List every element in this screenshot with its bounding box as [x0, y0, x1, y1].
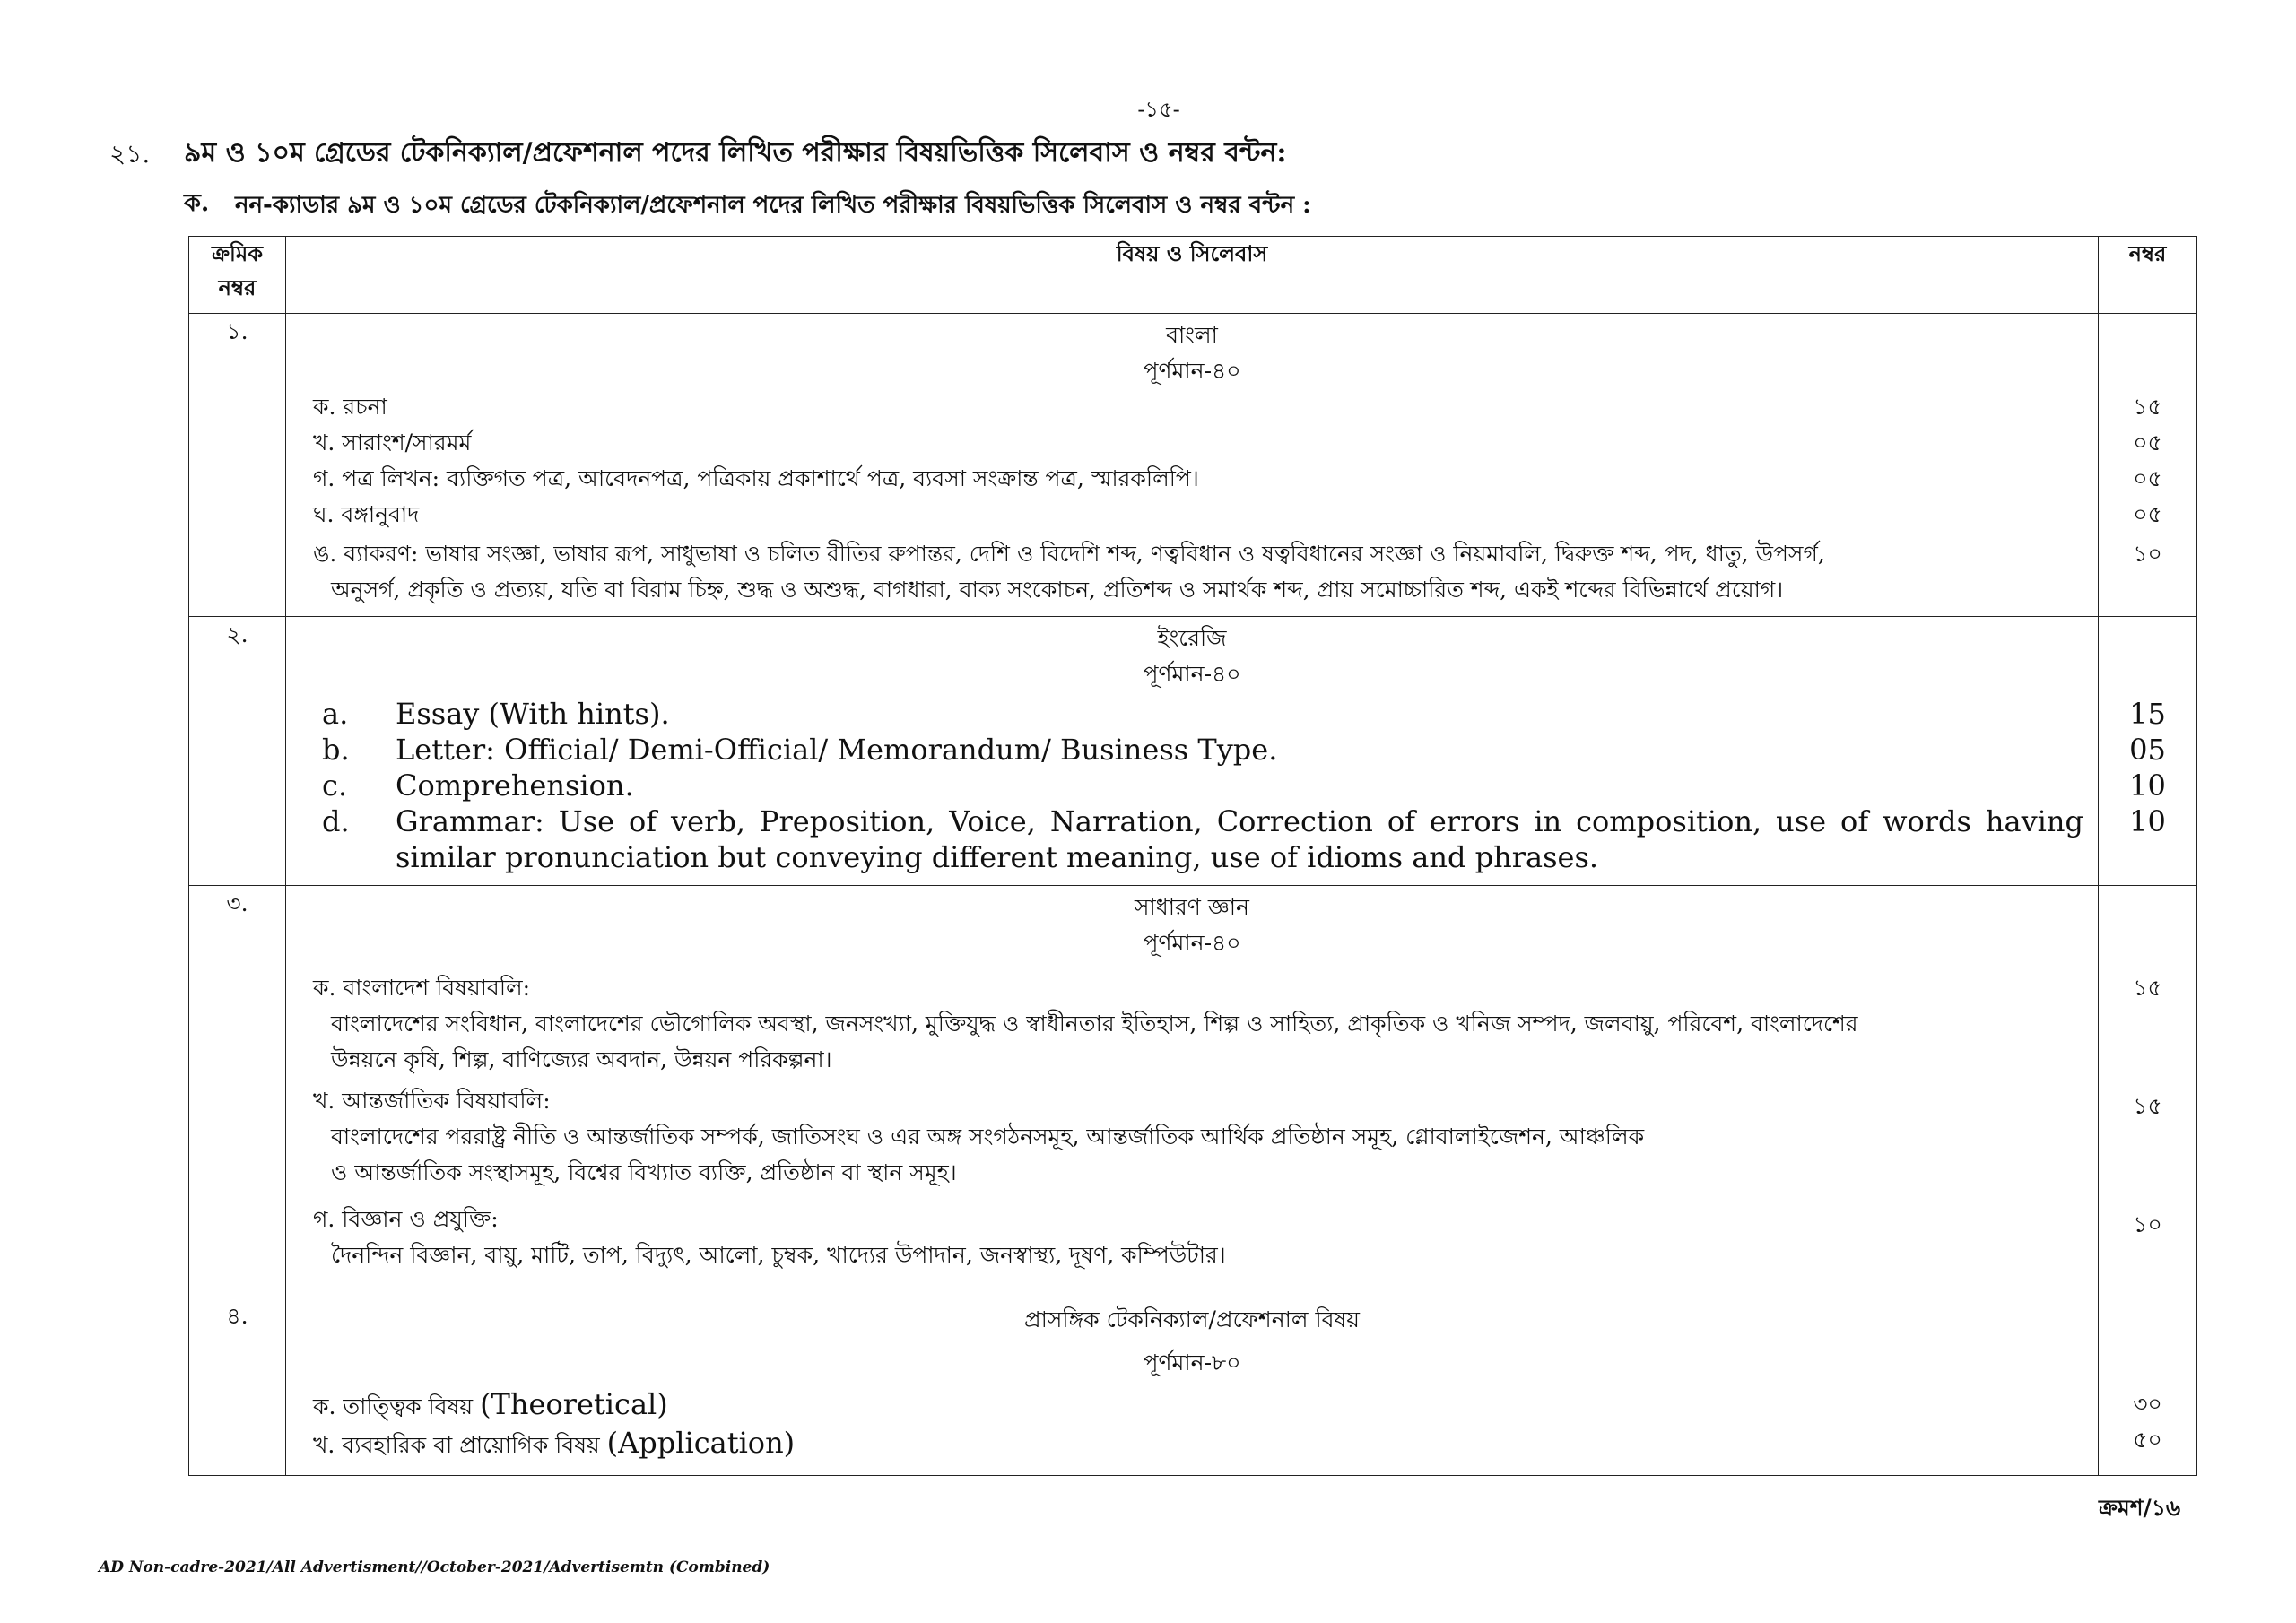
- item-text: খ. ব্যবহারিক বা প্রায়োগিক বিষয়: [313, 1432, 600, 1458]
- table-row: [189, 1298, 2197, 1476]
- header-serial-line2: নম্বর: [218, 274, 257, 300]
- item-text: Letter: Official/ Demi-Official/ Memorandum/ Business Type.: [396, 733, 1278, 767]
- item-marks: ১৫: [2133, 394, 2162, 420]
- header-serial: [189, 237, 286, 314]
- item-marks: ০৫: [2133, 430, 2162, 456]
- syllabus-item-detail: ও আন্তর্জাতিক সংস্থাসমূহ, বিশ্বের বিখ্যাত ব্যক্তি, প্রতিষ্ঠান বা স্থান সমূহ।: [331, 1159, 957, 1185]
- item-label: c.: [322, 768, 348, 803]
- subject-title: সাধারণ জ্ঞান: [1135, 894, 1249, 920]
- item-marks: 10: [2129, 804, 2166, 838]
- row-serial: ২.: [189, 617, 286, 886]
- item-english: (Theoretical): [480, 1387, 668, 1421]
- subsection-title: নন-ক্যাডার ৯ম ও ১০ম গ্রেডের টেকনিক্যাল/প্রফেশনাল পদের লিখিত পরীক্ষার বিষয়ভিত্তিক সিলেবাস ও নম্বর বন্টন :: [235, 192, 1311, 219]
- item-label: a.: [322, 697, 349, 731]
- table-header-row: [189, 237, 2197, 314]
- syllabus-item: [286, 803, 2098, 875]
- item-marks: ১০: [2133, 541, 2162, 567]
- item-marks: ১৫: [2133, 975, 2162, 1001]
- continuation-note: ক্রমশ/১৬: [2099, 1495, 2181, 1521]
- table-row: [189, 314, 2197, 617]
- syllabus-item: খ. আন্তর্জাতিক বিষয়াবলি:: [313, 1088, 551, 1114]
- page-number: -১৫-: [1137, 97, 1180, 122]
- row-serial: ৪.: [189, 1298, 286, 1476]
- syllabus-item: গ. বিজ্ঞান ও প্রযুক্তি:: [313, 1206, 499, 1232]
- item-marks: ০৫: [2133, 465, 2162, 491]
- item-label: d.: [322, 804, 350, 838]
- item-text: Grammar: Use of verb, Preposition, Voice, Narration, Correction of errors in composition, use of words having similar pronunciation but conveying different meaning, use of idioms and phrases.: [396, 804, 2083, 874]
- row-syllabus: [286, 314, 2099, 617]
- row-syllabus: [286, 886, 2099, 1298]
- table-row: [189, 617, 2197, 886]
- syllabus-table: [188, 236, 2197, 1476]
- item-label: b.: [322, 733, 350, 767]
- subject-title: প্রাসঙ্গিক টেকনিক্যাল/প্রফেশনাল বিষয়: [1023, 1306, 1361, 1332]
- syllabus-item: [286, 1425, 2098, 1463]
- item-marks: 10: [2129, 768, 2166, 803]
- full-marks: পূর্ণমান-৪০: [1143, 661, 1241, 687]
- syllabus-item-detail: দৈনন্দিন বিজ্ঞান, বায়ু, মাটি, তাপ, বিদ্যুৎ, আলো, চুম্বক, খাদ্যের উপাদান, জনস্বাস্থ্য, দূষণ, কম্পিউটার।: [331, 1242, 1226, 1268]
- item-text: Essay (With hints).: [396, 697, 670, 731]
- syllabus-item: গ. পত্র লিখন: ব্যক্তিগত পত্র, আবেদনপত্র, পত্রিকায় প্রকাশার্থে পত্র, ব্যবসা সংক্রান্ত পত্র, স্মারকলিপি।: [313, 465, 1199, 491]
- subject-title: ইংরেজি: [1157, 625, 1227, 651]
- syllabus-item: খ. সারাংশ/সারমর্ম: [313, 430, 472, 456]
- item-text: ক. তাত্ত্বিক বিষয়: [313, 1393, 474, 1419]
- syllabus-item-detail: বাংলাদেশের সংবিধান, বাংলাদেশের ভৌগোলিক অবস্থা, জনসংখ্যা, মুক্তিযুদ্ধ ও স্বাধীনতার ইতিহাস, শিল্প ও সাহিত্য, প্রাকৃতিক ও খনিজ সম্পদ, জলবায়ু, পরিবেশ, বাংলাদেশের: [331, 1011, 1858, 1037]
- row-marks: [2099, 314, 2197, 617]
- full-marks: পূর্ণমান-৪০: [1143, 930, 1241, 956]
- section-number: ২১.: [109, 139, 151, 169]
- full-marks: পূর্ণমান-৮০: [1143, 1350, 1241, 1376]
- syllabus-item: ক. রচনা: [313, 394, 387, 420]
- row-serial: ৩.: [189, 886, 286, 1298]
- item-english: (Application): [606, 1426, 796, 1460]
- row-syllabus: [286, 617, 2099, 886]
- section-title: ৯ম ও ১০ম গ্রেডের টেকনিক্যাল/প্রফেশনাল পদের লিখিত পরীক্ষার বিষয়ভিত্তিক সিলেবাস ও নম্বর বন্টন:: [184, 137, 1287, 169]
- subsection-number: ক.: [184, 189, 210, 217]
- header-subject: বিষয় ও সিলেবাস: [286, 237, 2099, 314]
- syllabus-item-continuation: অনুসর্গ, প্রকৃতি ও প্রত্যয়, যতি বা বিরাম চিহ্ন, শুদ্ধ ও অশুদ্ধ, বাগধারা, বাক্য সংকোচন, প্রতিশব্দ ও সমার্থক শব্দ, প্রায় সমোচ্চারিত শব্দ, একই শব্দের বিভিন্নার্থে প্রয়োগ।: [331, 577, 1784, 603]
- item-marks: ১৫: [2133, 1093, 2162, 1119]
- footer-reference: AD Non-cadre-2021/All Advertisment//October-2021/Advertisemtn (Combined): [99, 1558, 770, 1576]
- syllabus-item-detail: উন্নয়নে কৃষি, শিল্প, বাণিজ্যের অবদান, উন্নয়ন পরিকল্পনা।: [331, 1046, 832, 1072]
- table-row: [189, 886, 2197, 1298]
- item-marks: 05: [2129, 733, 2166, 767]
- item-marks: ০৫: [2133, 501, 2162, 527]
- item-marks: 15: [2129, 697, 2166, 731]
- syllabus-item: ক. বাংলাদেশ বিষয়াবলি:: [313, 975, 531, 1001]
- syllabus-item: ঙ. ব্যাকরণ: ভাষার সংজ্ঞা, ভাষার রূপ, সাধুভাষা ও চলিত রীতির রুপান্তর, দেশি ও বিদেশি শব্দ, ণত্ববিধান ও ষত্ববিধানের সংজ্ঞা ও নিয়মাবলি, দ্বিরুক্ত শব্দ, পদ, ধাতু, উপসর্গ,: [313, 541, 1825, 567]
- header-serial-line1: ক্রমিক: [211, 240, 264, 266]
- full-marks: পূর্ণমান-৪০: [1143, 358, 1241, 384]
- item-text: Comprehension.: [396, 768, 634, 803]
- item-marks: ৫০: [2133, 1427, 2162, 1453]
- syllabus-item-detail: বাংলাদেশের পররাষ্ট্র নীতি ও আন্তর্জাতিক সম্পর্ক, জাতিসংঘ ও এর অঙ্গ সংগঠনসমূহ, আন্তর্জাতিক আর্থিক প্রতিষ্ঠান সমূহ, গ্লোবালাইজেশন, আঞ্চলিক: [331, 1124, 1645, 1150]
- row-marks: [2099, 1298, 2197, 1476]
- row-marks: [2099, 617, 2197, 886]
- syllabus-item: [286, 1381, 2098, 1425]
- item-marks: ১০: [2133, 1211, 2162, 1237]
- syllabus-item: [286, 692, 2098, 732]
- subject-title: বাংলা: [1166, 322, 1218, 348]
- syllabus-item: ঘ. বঙ্গানুবাদ: [313, 501, 420, 527]
- item-marks: ৩০: [2133, 1391, 2162, 1417]
- row-marks: [2099, 886, 2197, 1298]
- row-syllabus: [286, 1298, 2099, 1476]
- syllabus-item: [286, 768, 2098, 803]
- row-serial: ১.: [189, 314, 286, 617]
- header-marks: নম্বর: [2099, 237, 2197, 314]
- syllabus-item: [286, 732, 2098, 768]
